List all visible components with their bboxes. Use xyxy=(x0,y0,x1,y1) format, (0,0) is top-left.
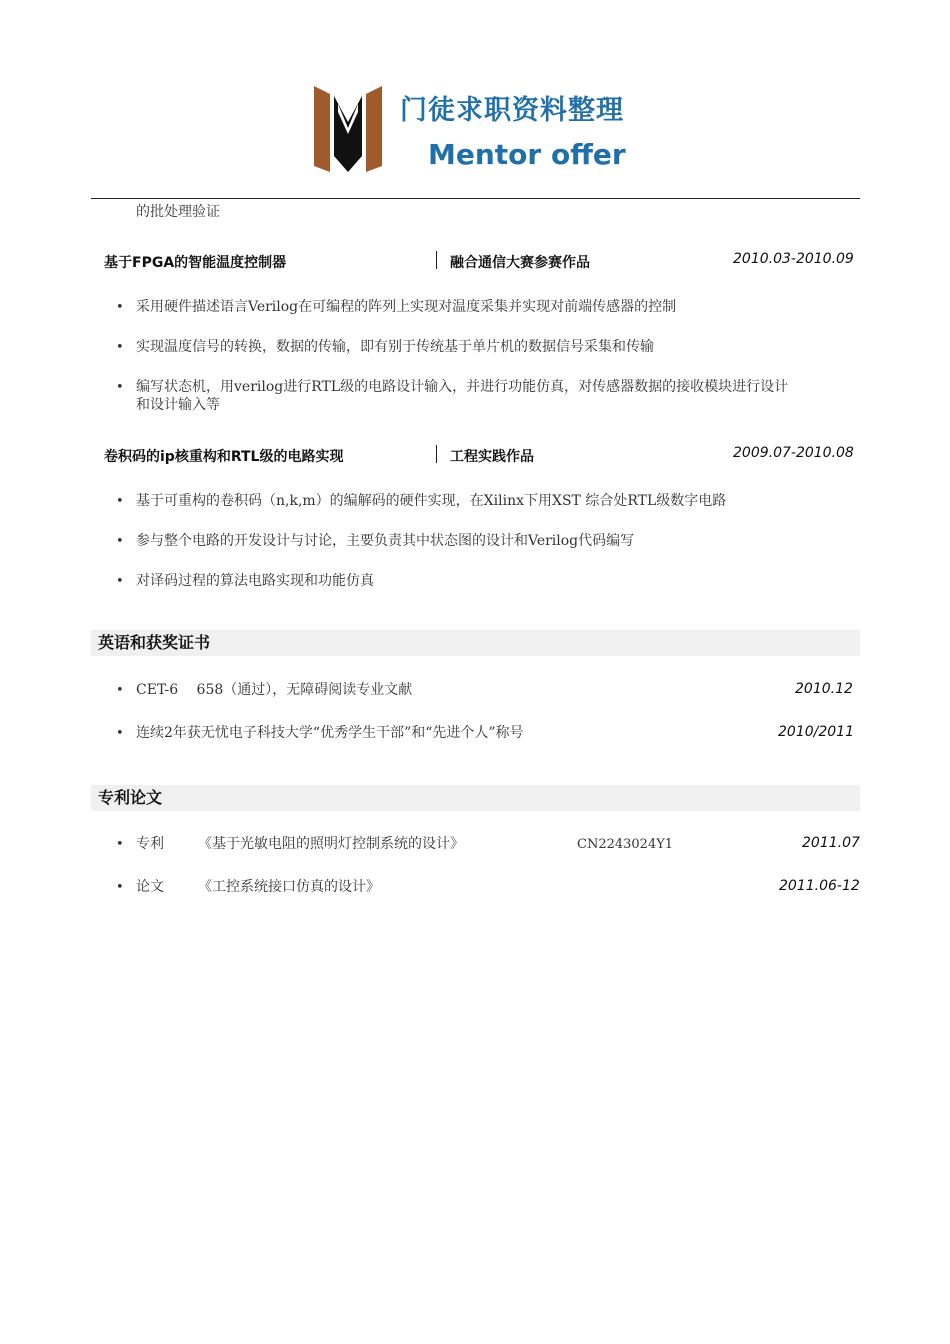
brand-name-cn: 门徒求职资料整理 xyxy=(400,95,624,126)
project-separator xyxy=(436,445,437,463)
project-separator xyxy=(436,251,437,269)
list-item: 参与整个电路的开发设计与讨论，主要负责其中状态图的设计和Verilog代码编写 xyxy=(136,533,635,549)
patent-number: CN2243024Y1 xyxy=(577,837,674,852)
project-title: 卷积码的ip核重构和RTL级的电路实现 xyxy=(104,449,344,465)
list-item: 编写状态机，用verilog进行RTL级的电路设计输入，并进行功能仿真，对传感器数据的接收模块进行设计 xyxy=(136,379,789,395)
list-item-continued: 和设计输入等 xyxy=(136,397,220,413)
bullet-icon: • xyxy=(116,683,124,698)
bullet-icon: • xyxy=(116,837,124,852)
paper-date: 2011.06-12 xyxy=(779,878,860,894)
bullet-icon: • xyxy=(116,380,124,395)
project-category: 融合通信大赛参赛作品 xyxy=(450,255,590,271)
award-date: 2010/2011 xyxy=(778,724,854,740)
section-title: 专利论文 xyxy=(98,788,163,807)
project-date: 2009.07-2010.08 xyxy=(733,445,854,461)
bullet-icon: • xyxy=(116,340,124,355)
patent-date: 2011.07 xyxy=(802,835,860,851)
award-item: 连续2年获无忧电子科技大学“优秀学生干部”和“先进个人”称号 xyxy=(136,725,524,741)
list-item: 对译码过程的算法电路实现和功能仿真 xyxy=(136,573,374,589)
project-title: 基于FPGA的智能温度控制器 xyxy=(104,255,287,271)
list-item: 基于可重构的卷积码（n,k,m）的编解码的硬件实现，在Xilinx下用XST 综合处RTL级数字电路 xyxy=(136,493,727,509)
award-date: 2010.12 xyxy=(795,681,853,697)
brand-name-en: Mentor offer xyxy=(428,138,626,171)
bullet-icon: • xyxy=(116,880,124,895)
list-item: 采用硬件描述语言Verilog在可编程的阵列上实现对温度采集并实现对前端传感器的控制 xyxy=(136,299,677,315)
project-category: 工程实践作品 xyxy=(450,449,534,465)
bullet-icon: • xyxy=(116,494,124,509)
mentor-m-logo-icon xyxy=(312,82,384,176)
bullet-icon: • xyxy=(116,574,124,589)
patent-type: 专利 xyxy=(136,836,164,852)
list-item: 实现温度信号的转换，数据的传输，即有别于传统基于单片机的数据信号采集和传输 xyxy=(136,339,654,355)
bullet-icon: • xyxy=(116,300,124,315)
paper-type: 论文 xyxy=(136,879,164,895)
header-divider xyxy=(91,198,860,199)
section-header-patents xyxy=(91,785,860,811)
patent-name: 《基于光敏电阻的照明灯控制系统的设计》 xyxy=(198,836,464,852)
project-date: 2010.03-2010.09 xyxy=(733,251,854,267)
section-title: 英语和获奖证书 xyxy=(98,633,211,652)
award-item: CET-6 658（通过），无障碍阅读专业文献 xyxy=(136,682,413,698)
bullet-icon: • xyxy=(116,726,124,741)
continuation-text: 的批处理验证 xyxy=(136,204,220,220)
paper-name: 《工控系统接口仿真的设计》 xyxy=(198,879,380,895)
bullet-icon: • xyxy=(116,534,124,549)
section-header-awards xyxy=(91,630,860,656)
